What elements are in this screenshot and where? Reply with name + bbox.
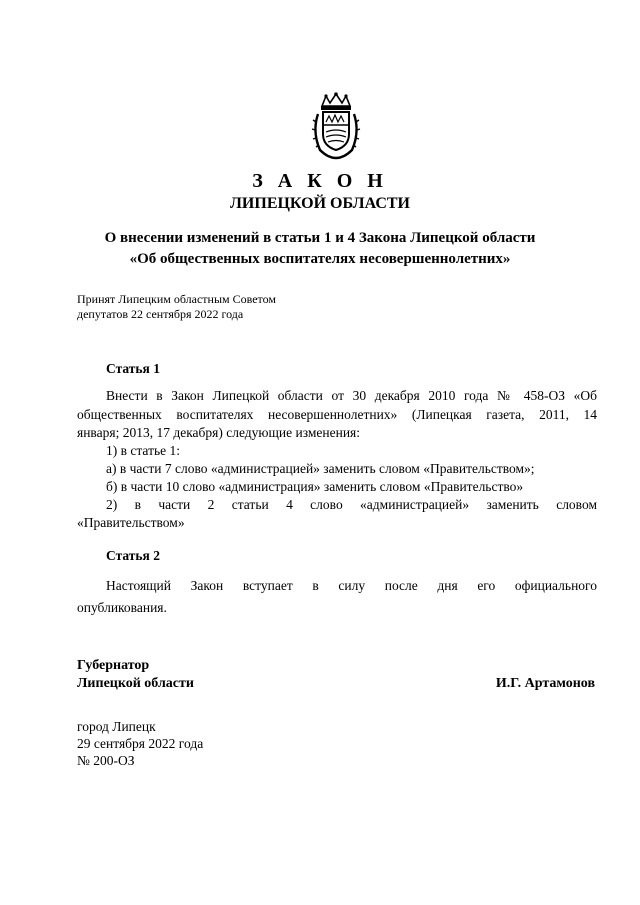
adoption-line-1: Принят Липецким областным Советом — [77, 292, 276, 306]
document-type-title: З А К О Н — [252, 170, 388, 192]
article-1-text-line-2: общественных воспитателях несовершеннолетних» (Липецкая газета, 2011, 14 — [77, 407, 597, 422]
footer-date: 29 сентября 2022 года — [77, 736, 204, 751]
region-title: ЛИПЕЦКОЙ ОБЛАСТИ — [230, 195, 410, 212]
article-1-item-1b: б) в части 10 слово «администрация» заменить словом «Правительство» — [106, 479, 524, 494]
subject-line-1: О внесении изменений в статьи 1 и 4 Закона Липецкой области — [104, 230, 536, 246]
article-1-item-1: 1) в статье 1: — [106, 443, 180, 458]
signatory-title-line-1: Губернатор — [77, 658, 150, 673]
article-1-item-2-line-1: 2) в части 2 статьи 4 слово «администрацией» заменить словом — [106, 497, 597, 512]
adoption-line-2: депутатов 22 сентября 2022 года — [77, 307, 244, 321]
article-2-text-line-1: Настоящий Закон вступает в силу после дня его официального — [106, 578, 597, 593]
subject-line-2: «Об общественных воспитателях несовершеннолетних» — [129, 251, 511, 267]
article-1-text-line-3: января; 2013, 17 декабря) следующие изменения: — [77, 425, 360, 440]
signatory-title-line-2: Липецкой области — [77, 676, 194, 691]
footer-number: № 200-ОЗ — [77, 753, 135, 768]
signatory-name: И.Г. Артамонов — [495, 676, 595, 691]
article-1-item-2-line-2: «Правительством» — [77, 515, 185, 530]
footer-city: город Липецк — [77, 719, 156, 734]
article-1-item-1a: а) в части 7 слово «администрацией» заменить словом «Правительством»; — [106, 461, 535, 476]
coat-of-arms-emblem — [310, 92, 362, 160]
article-1-text-line-1: Внести в Закон Липецкой области от 30 декабря 2010 года № 458-ОЗ «Об — [106, 388, 597, 403]
article-2-text-line-2: опубликования. — [77, 600, 167, 615]
article-1-heading: Статья 1 — [106, 361, 160, 376]
article-2-heading: Статья 2 — [106, 548, 160, 563]
